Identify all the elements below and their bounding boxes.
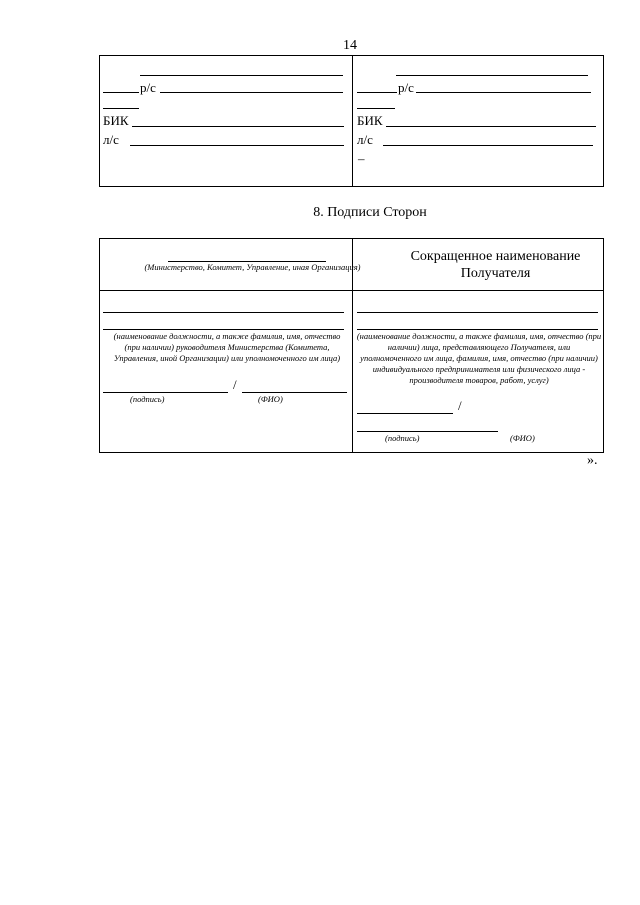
signature-caption: (подпись) [385,433,420,443]
name-line [242,392,347,393]
bik-label: БИК [357,113,383,128]
bank-name-line [396,75,588,76]
blank-line [103,108,139,109]
rs-label: р/с [140,80,156,95]
name-caption: (ФИО) [510,433,535,443]
position-line-1 [357,312,598,313]
slash-separator: / [233,377,237,392]
signature-line [357,413,453,414]
position-line-2 [357,329,598,330]
name-caption: (ФИО) [258,394,283,404]
organization-note: (Министерство, Комитет, Управление, иная Организация) [144,262,361,272]
table-right-border [603,238,604,453]
ls-field-line [383,145,593,146]
slash-separator: / [458,398,462,413]
rs-field-line [416,92,591,93]
ls-label: л/с [357,132,373,147]
rs-label: р/с [398,80,414,95]
position-note: (наименование должности, а также фамилия, имя, отчество (при наличии) руководителя Министерства (Комитета, Управления, иной Организации) или уполномоченного им лица) [113,331,341,363]
ls-label: л/с [103,132,119,147]
table-right-border [603,55,604,187]
closing-quote: ». [587,453,598,468]
rs-prefix-line [357,92,397,93]
ls-field-line [130,145,344,146]
position-line-2 [103,329,344,330]
signature-caption: (подпись) [130,394,165,404]
section-title: 8. Подписи Сторон [313,205,427,220]
position-line-1 [103,312,344,313]
bank-name-line [140,75,343,76]
page-number: 14 [343,38,357,53]
rs-prefix-line [103,92,139,93]
blank-line [357,108,395,109]
recipient-short-name: Сокращенное наименование Получателя [410,249,581,281]
signature-line [103,392,228,393]
name-line [357,431,498,432]
dash-mark: – [358,151,365,166]
position-note: (наименование должности, а также фамилия, имя, отчество (при наличии) лица, представляющего Получателя, или уполномоченного им лица, фамилия, имя, отчество (при наличии) индивидуального предпринимателя или физического лица - производителя товаров, работ, услуг) [356,331,602,385]
table-left-border [99,55,100,187]
bik-field-line [386,126,596,127]
bik-field-line [132,126,344,127]
bik-label: БИК [103,113,129,128]
rs-field-line [160,92,343,93]
table-left-border [99,238,100,453]
table-middle-border [352,55,353,187]
